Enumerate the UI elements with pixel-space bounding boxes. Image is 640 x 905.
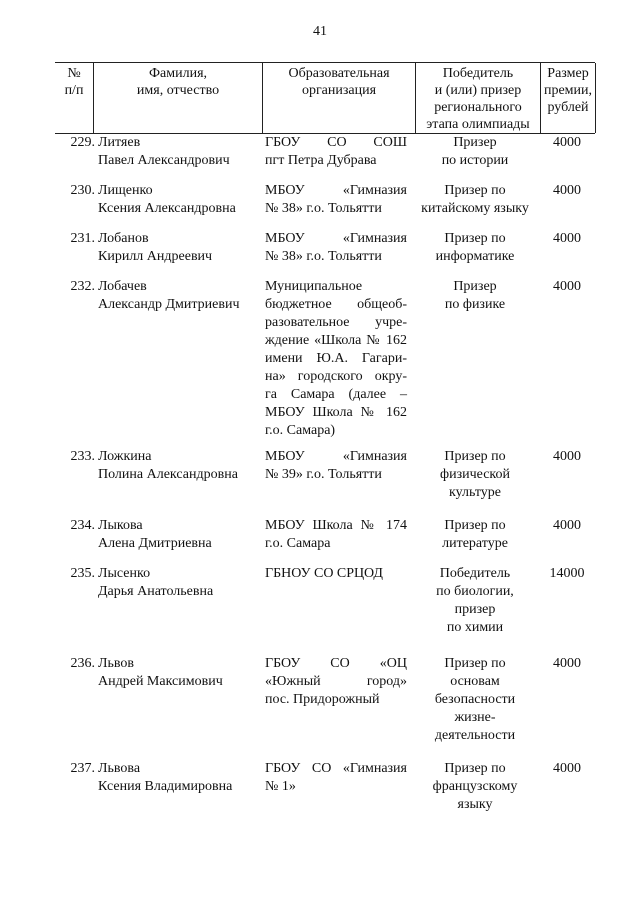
row-amount: 4000 <box>553 279 581 294</box>
row-organization: МБОУ «Гимназия № 38» г.о. Тольятти <box>265 183 407 216</box>
row-number: 235. <box>70 566 95 581</box>
row-prize: Призер по истории <box>441 135 509 168</box>
row-number: 230. <box>70 183 95 198</box>
header-num: № п/п <box>64 66 84 98</box>
row-prize: Призер по физике <box>444 279 506 312</box>
row-name: Лысенко Дарья Анатольевна <box>98 566 214 599</box>
row-number: 232. <box>70 279 95 294</box>
row-organization: ГБОУ СО «ОЦ «Южный город» пос. Придорожный <box>265 656 407 707</box>
row-amount: 4000 <box>553 449 581 464</box>
row-name: Лищенко Ксения Александровна <box>98 183 236 216</box>
row-amount: 4000 <box>553 518 581 533</box>
row-name: Львова Ксения Владимировна <box>98 761 233 794</box>
row-name: Ложкина Полина Александровна <box>98 449 238 482</box>
row-prize: Призер по основам безопасности жизне- деятельности <box>434 656 516 743</box>
row-prize: Победитель по биологии, призер по химии <box>436 566 514 635</box>
row-prize: Призер по физической культуре <box>440 449 510 500</box>
row-organization: МБОУ Школа № 174 г.о. Самара <box>265 518 407 551</box>
row-amount: 4000 <box>553 183 581 198</box>
row-name: Львов Андрей Максимович <box>98 656 223 689</box>
header-divider <box>595 63 596 133</box>
row-number: 229. <box>70 135 95 150</box>
row-amount: 4000 <box>553 761 581 776</box>
header-name: Фамилия, имя, отчество <box>136 66 220 98</box>
row-name: Литяев Павел Александрович <box>98 135 230 168</box>
row-amount: 4000 <box>553 231 581 246</box>
row-number: 237. <box>70 761 95 776</box>
header-prize: Победитель и (или) призер регионального этапа олимпиады <box>426 66 530 132</box>
row-organization: ГБОУ СО «Гимназия № 1» <box>265 761 407 794</box>
row-organization: Муниципальное бюджетное общеоб- разовательное учре- ждение «Школа № 162 имени Ю.А. Гагари- на» городского окру- га Самара (далее – МБОУ Школа № 162 г.о. Самара) <box>265 279 407 438</box>
row-prize: Призер по информатике <box>435 231 515 264</box>
row-organization: МБОУ «Гимназия № 39» г.о. Тольятти <box>265 449 407 482</box>
row-name: Лобанов Кирилл Андреевич <box>98 231 213 264</box>
row-prize: Призер по литературе <box>442 518 508 551</box>
row-organization: ГБНОУ СО СРЦОД <box>265 566 383 581</box>
row-number: 231. <box>70 231 95 246</box>
row-amount: 4000 <box>553 656 581 671</box>
header-amount: Размер премии, рублей <box>543 66 593 115</box>
header-org: Образовательная организация <box>288 66 390 98</box>
row-prize: Призер по французскому языку <box>432 761 518 812</box>
row-number: 236. <box>70 656 95 671</box>
row-amount: 14000 <box>549 566 585 581</box>
row-amount: 4000 <box>553 135 581 150</box>
table-header <box>55 62 595 134</box>
row-organization: МБОУ «Гимназия № 38» г.о. Тольятти <box>265 231 407 264</box>
page-number: 41 <box>313 24 327 39</box>
row-name: Лыкова Алена Дмитриевна <box>98 518 212 551</box>
row-prize: Призер по китайскому языку <box>421 183 529 216</box>
row-name: Лобачев Александр Дмитриевич <box>98 279 240 312</box>
row-number: 233. <box>70 449 95 464</box>
row-number: 234. <box>70 518 95 533</box>
row-organization: ГБОУ СО СОШ пгт Петра Дубрава <box>265 135 407 168</box>
